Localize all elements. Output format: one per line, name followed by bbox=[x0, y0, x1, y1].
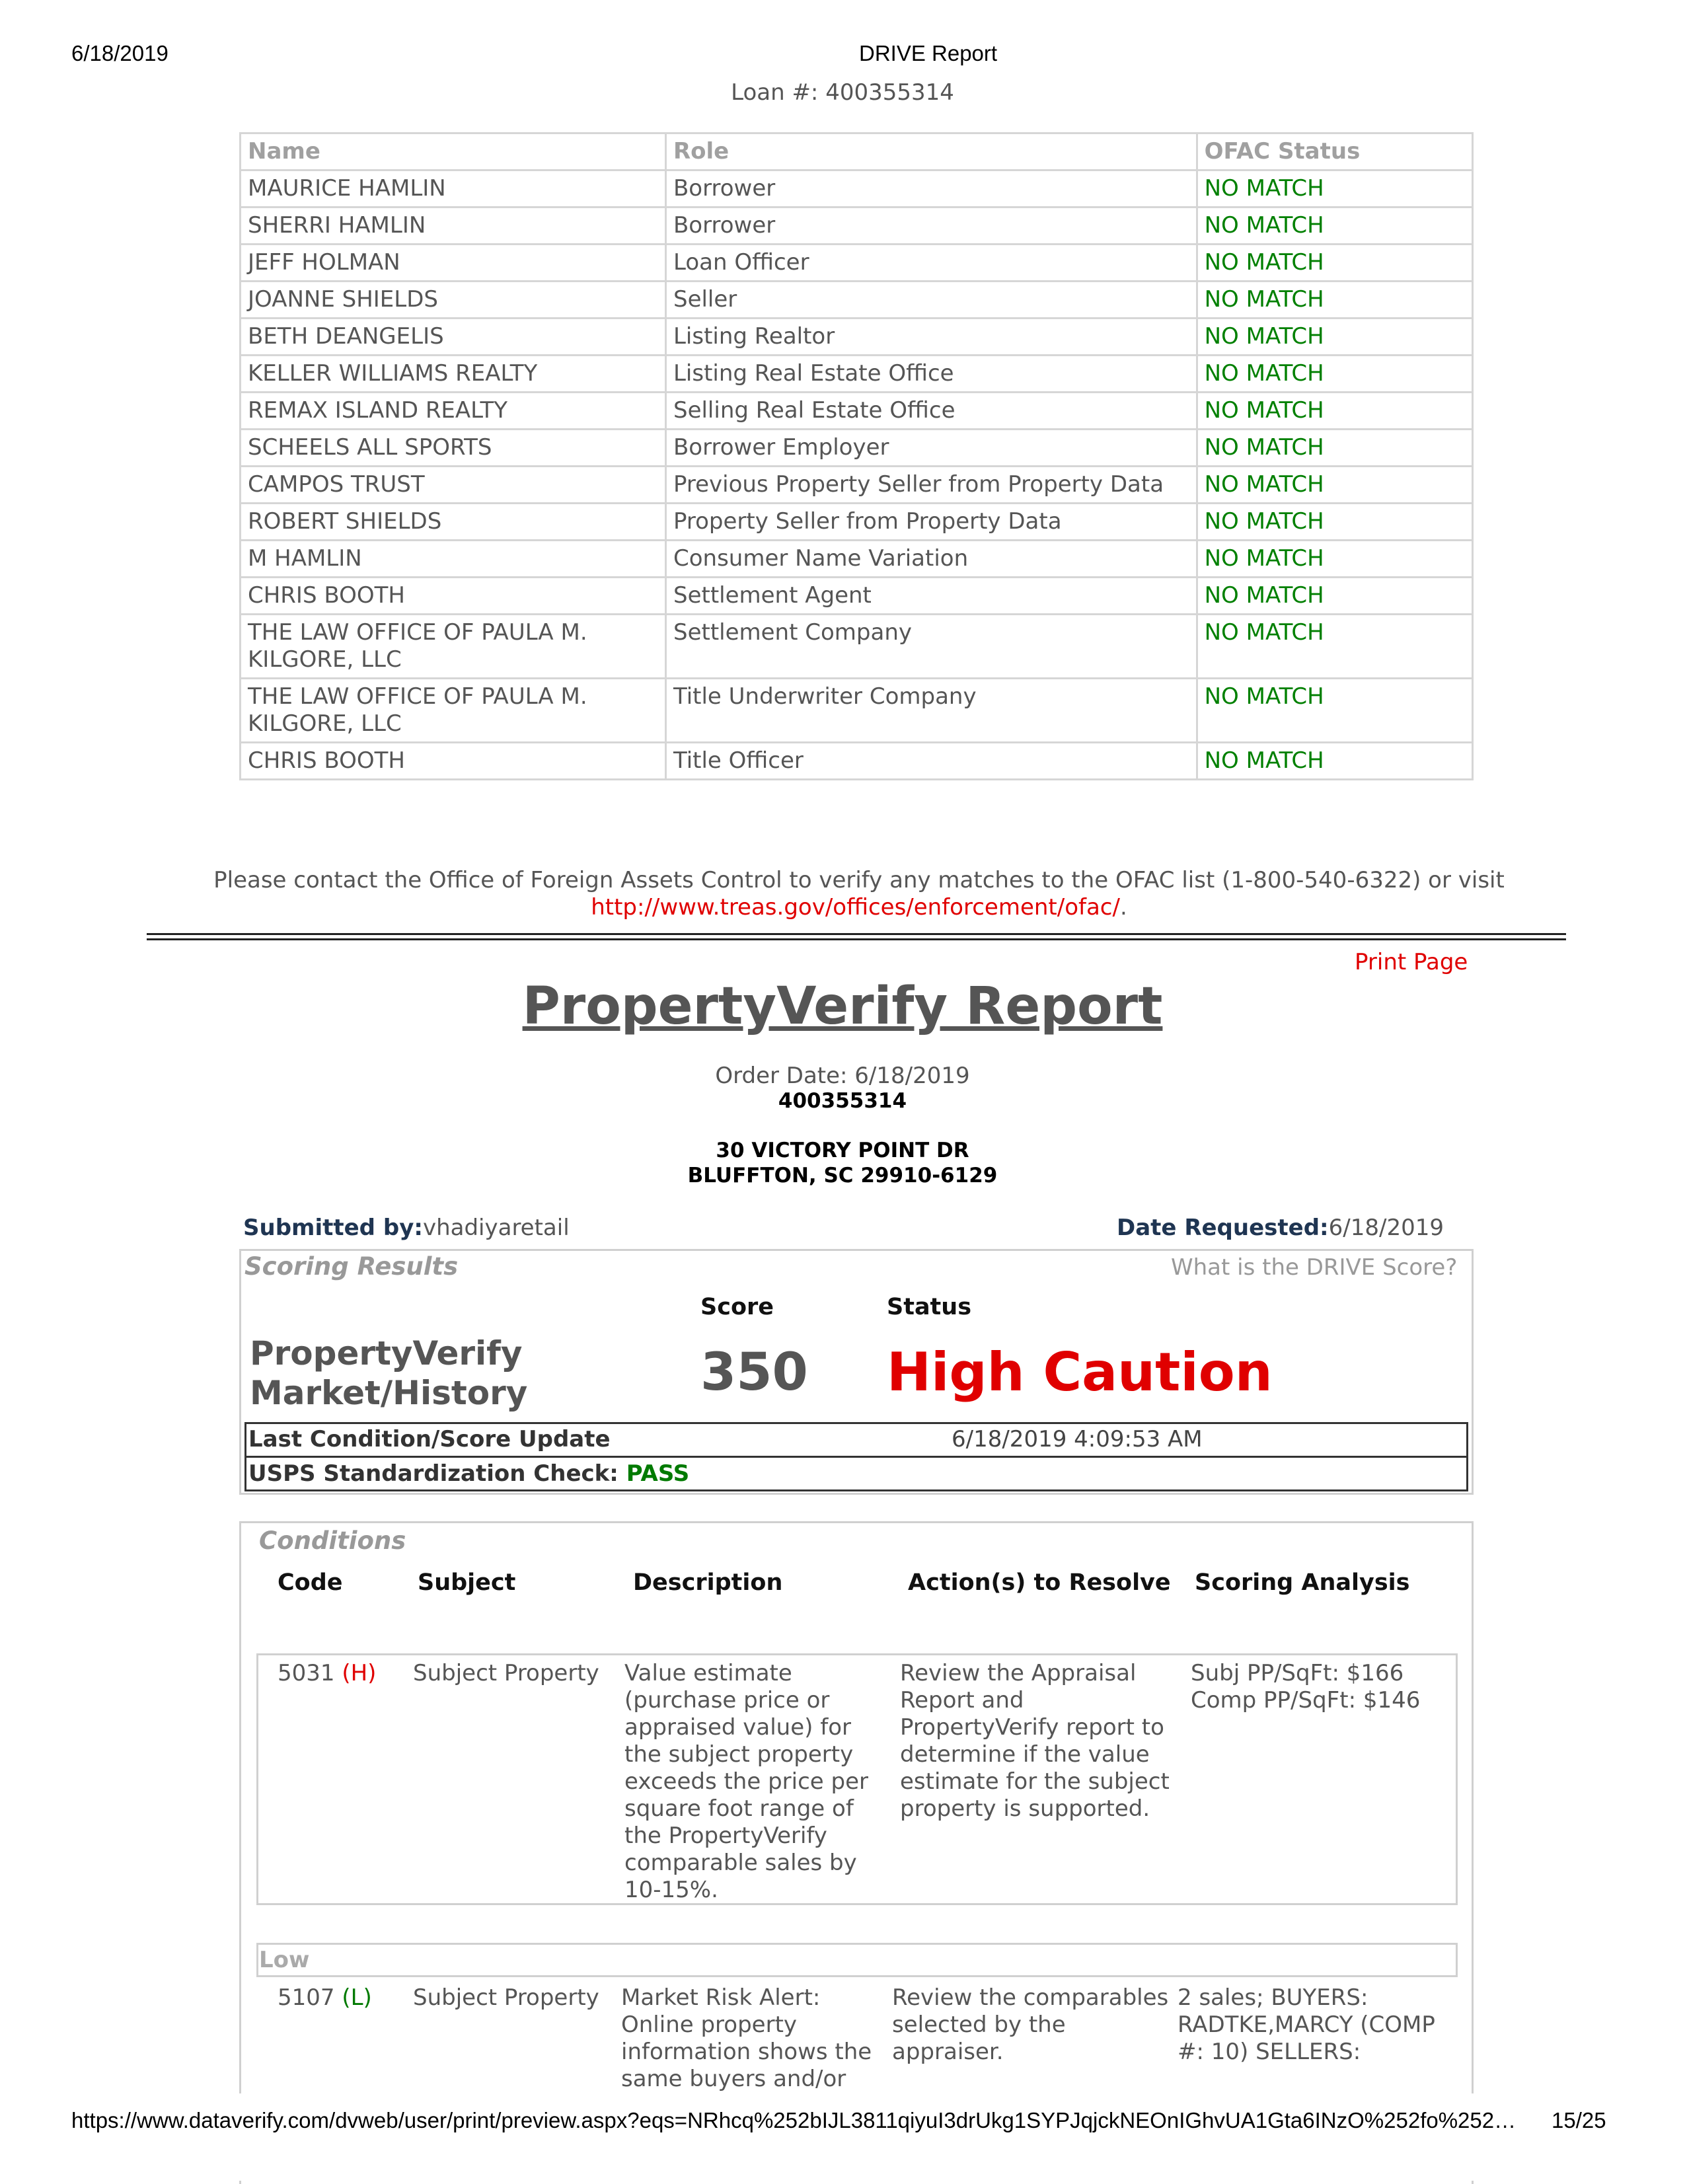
col-header-name: Name bbox=[241, 133, 666, 170]
usps-label: USPS Standardization Check: bbox=[248, 1460, 618, 1487]
product-name-line-1: PropertyVerify bbox=[250, 1334, 523, 1373]
role-cell: Settlement Company bbox=[665, 615, 1197, 679]
table-row bbox=[241, 578, 1473, 615]
status-cell: NO MATCH bbox=[1197, 679, 1472, 743]
score-status: High Caution bbox=[887, 1341, 1273, 1403]
role-cell: Consumer Name Variation bbox=[665, 541, 1197, 578]
table-row bbox=[241, 504, 1473, 541]
name-cell: CAMPOS TRUST bbox=[241, 467, 666, 504]
product-name-line-2: Market/History bbox=[250, 1374, 528, 1412]
role-cell: Listing Realtor bbox=[665, 319, 1197, 356]
table-row bbox=[241, 743, 1473, 780]
role-cell: Borrower bbox=[665, 170, 1197, 207]
ofac-link[interactable]: http://www.treas.gov/offices/enforcement/ofac/ bbox=[591, 894, 1120, 921]
table-row bbox=[241, 207, 1473, 245]
condition-code bbox=[278, 1984, 372, 2012]
table-row bbox=[241, 282, 1473, 319]
name-cell: REMAX ISLAND REALTY bbox=[241, 393, 666, 430]
condition-code bbox=[278, 1660, 376, 1687]
print-date: 6/18/2019 bbox=[71, 41, 168, 65]
table-row bbox=[241, 245, 1473, 282]
role-cell: Listing Real Estate Office bbox=[665, 356, 1197, 393]
last-update-value: 6/18/2019 4:09:53 AM bbox=[952, 1426, 1203, 1452]
condition-code-value: 5031 bbox=[278, 1660, 335, 1686]
condition-analysis: 2 sales; BUYERS: RADTKE,MARCY (COMP #: 10) SELLERS: bbox=[1178, 1984, 1435, 2065]
name-cell: THE LAW OFFICE OF PAULA M. KILGORE, LLC bbox=[241, 679, 666, 743]
status-cell: NO MATCH bbox=[1197, 170, 1472, 207]
condition-subject: Subject Property bbox=[413, 1984, 599, 2011]
condition-action: Review the comparables selected by the appraiser. bbox=[892, 1984, 1169, 2065]
name-cell: MAURICE HAMLIN bbox=[241, 170, 666, 207]
status-cell: NO MATCH bbox=[1197, 578, 1472, 615]
conditions-title: Conditions bbox=[259, 1526, 406, 1555]
scoring-results-title: Scoring Results bbox=[244, 1252, 459, 1281]
status-cell: NO MATCH bbox=[1197, 504, 1472, 541]
status-cell: NO MATCH bbox=[1197, 282, 1472, 319]
name-cell: M HAMLIN bbox=[241, 541, 666, 578]
status-cell: NO MATCH bbox=[1197, 319, 1472, 356]
name-cell: ROBERT SHIELDS bbox=[241, 504, 666, 541]
print-title: DRIVE Report bbox=[859, 41, 998, 65]
status-cell: NO MATCH bbox=[1197, 615, 1472, 679]
date-requested bbox=[1117, 1215, 1444, 1241]
submitted-by-value: vhadiyaretail bbox=[422, 1215, 570, 1241]
table-row bbox=[241, 615, 1473, 679]
ofac-header-row bbox=[241, 133, 1473, 170]
role-cell: Borrower bbox=[665, 207, 1197, 245]
name-cell: THE LAW OFFICE OF PAULA M. KILGORE, LLC bbox=[241, 615, 666, 679]
role-cell: Seller bbox=[665, 282, 1197, 319]
name-cell: BETH DEANGELIS bbox=[241, 319, 666, 356]
role-cell: Title Underwriter Company bbox=[665, 679, 1197, 743]
status-cell: NO MATCH bbox=[1197, 393, 1472, 430]
table-row bbox=[241, 356, 1473, 393]
table-row bbox=[241, 541, 1473, 578]
low-group-label: Low bbox=[259, 1947, 310, 1973]
status-cell: NO MATCH bbox=[1197, 467, 1472, 504]
ofac-link-suffix: . bbox=[1119, 894, 1127, 921]
ofac-notice bbox=[132, 867, 1586, 921]
col-header-ofac-status: OFAC Status bbox=[1197, 133, 1472, 170]
condition-action: Review the Appraisal Report and PropertyVerify report to determine if the value estimate for the subject property is supported. bbox=[900, 1660, 1170, 1822]
condition-subject: Subject Property bbox=[413, 1660, 599, 1686]
cond-header-description: Description bbox=[633, 1569, 783, 1596]
analysis-line-2: Comp PP/SqFt: $146 bbox=[1191, 1687, 1421, 1713]
role-cell: Loan Officer bbox=[665, 245, 1197, 282]
status-cell: NO MATCH bbox=[1197, 541, 1472, 578]
status-cell: NO MATCH bbox=[1197, 430, 1472, 467]
footer-url: https://www.dataverify.com/dvweb/user/print/preview.aspx?eqs=NRhcq%252bIJL3811qiyuI3drUkg1SYPJqjckNEOnIGhvUA1Gta6INzO%252fo%252… bbox=[71, 2108, 1516, 2132]
condition-code-value: 5107 bbox=[278, 1984, 335, 2011]
report-loan-number: 400355314 bbox=[778, 1089, 907, 1113]
cond-header-scoring-analysis: Scoring Analysis bbox=[1195, 1569, 1410, 1596]
low-group-header bbox=[256, 1943, 1458, 1977]
role-cell: Title Officer bbox=[665, 743, 1197, 780]
footer-bar bbox=[0, 2093, 1685, 2181]
condition-description: Market Risk Alert: Online property information shows the same buyers and/or bbox=[621, 1984, 872, 2092]
divider bbox=[147, 938, 1566, 940]
condition-description: Value estimate (purchase price or appraised value) for the subject property exceeds the price per square foot range of the PropertyVerify comparable sales by 10-15%. bbox=[624, 1660, 868, 1903]
table-row bbox=[241, 430, 1473, 467]
role-cell: Previous Property Seller from Property Data bbox=[665, 467, 1197, 504]
table-row bbox=[241, 393, 1473, 430]
ofac-table bbox=[239, 132, 1474, 780]
table-row bbox=[241, 467, 1473, 504]
cond-header-subject: Subject bbox=[418, 1569, 516, 1596]
status-cell: NO MATCH bbox=[1197, 245, 1472, 282]
cond-header-actions: Action(s) to Resolve bbox=[908, 1569, 1171, 1596]
col-header-role: Role bbox=[665, 133, 1197, 170]
last-update-label: Last Condition/Score Update bbox=[248, 1426, 611, 1452]
name-cell: JEFF HOLMAN bbox=[241, 245, 666, 282]
submitted-by bbox=[243, 1215, 570, 1241]
table-row bbox=[241, 170, 1473, 207]
status-cell: NO MATCH bbox=[1197, 207, 1472, 245]
order-date: Order Date: 6/18/2019 bbox=[715, 1063, 970, 1089]
ofac-notice-text: Please contact the Office of Foreign Assets Control to verify any matches to the OFAC list (1-800-540-6322) or visit bbox=[213, 867, 1505, 893]
name-cell: JOANNE SHIELDS bbox=[241, 282, 666, 319]
date-requested-value: 6/18/2019 bbox=[1328, 1215, 1444, 1241]
product-name bbox=[250, 1334, 527, 1413]
name-cell: CHRIS BOOTH bbox=[241, 578, 666, 615]
cond-header-code: Code bbox=[278, 1569, 343, 1596]
address-line-2: BLUFFTON, SC 29910-6129 bbox=[687, 1164, 998, 1187]
analysis-line-1: Subj PP/SqFt: $166 bbox=[1191, 1660, 1404, 1686]
table-row bbox=[241, 319, 1473, 356]
usps-check bbox=[248, 1460, 689, 1487]
name-cell: SHERRI HAMLIN bbox=[241, 207, 666, 245]
name-cell: SCHEELS ALL SPORTS bbox=[241, 430, 666, 467]
condition-analysis bbox=[1191, 1660, 1455, 1714]
submitted-by-label: Submitted by: bbox=[243, 1215, 423, 1241]
score-header: Score bbox=[700, 1294, 774, 1320]
role-cell: Settlement Agent bbox=[665, 578, 1197, 615]
status-header: Status bbox=[887, 1294, 972, 1320]
address-line-1: 30 VICTORY POINT DR bbox=[716, 1139, 969, 1162]
role-cell: Property Seller from Property Data bbox=[665, 504, 1197, 541]
drive-score-help-link[interactable]: What is the DRIVE Score? bbox=[1171, 1254, 1458, 1281]
divider bbox=[147, 933, 1566, 935]
name-cell: KELLER WILLIAMS REALTY bbox=[241, 356, 666, 393]
drive-score: 350 bbox=[700, 1343, 808, 1402]
severity-low-badge: (L) bbox=[342, 1984, 372, 2011]
loan-number-line: Loan #: 400355314 bbox=[731, 79, 954, 106]
status-cell: NO MATCH bbox=[1197, 356, 1472, 393]
print-page-link[interactable]: Print Page bbox=[1355, 949, 1468, 975]
role-cell: Borrower Employer bbox=[665, 430, 1197, 467]
usps-value: PASS bbox=[626, 1460, 690, 1487]
severity-high-badge: (H) bbox=[342, 1660, 377, 1686]
status-cell: NO MATCH bbox=[1197, 743, 1472, 780]
date-requested-label: Date Requested: bbox=[1117, 1215, 1329, 1241]
name-cell: CHRIS BOOTH bbox=[241, 743, 666, 780]
report-title: PropertyVerify Report bbox=[522, 977, 1163, 1036]
role-cell: Selling Real Estate Office bbox=[665, 393, 1197, 430]
table-row bbox=[241, 679, 1473, 743]
footer-page-number: 15/25 bbox=[1552, 2108, 1606, 2132]
